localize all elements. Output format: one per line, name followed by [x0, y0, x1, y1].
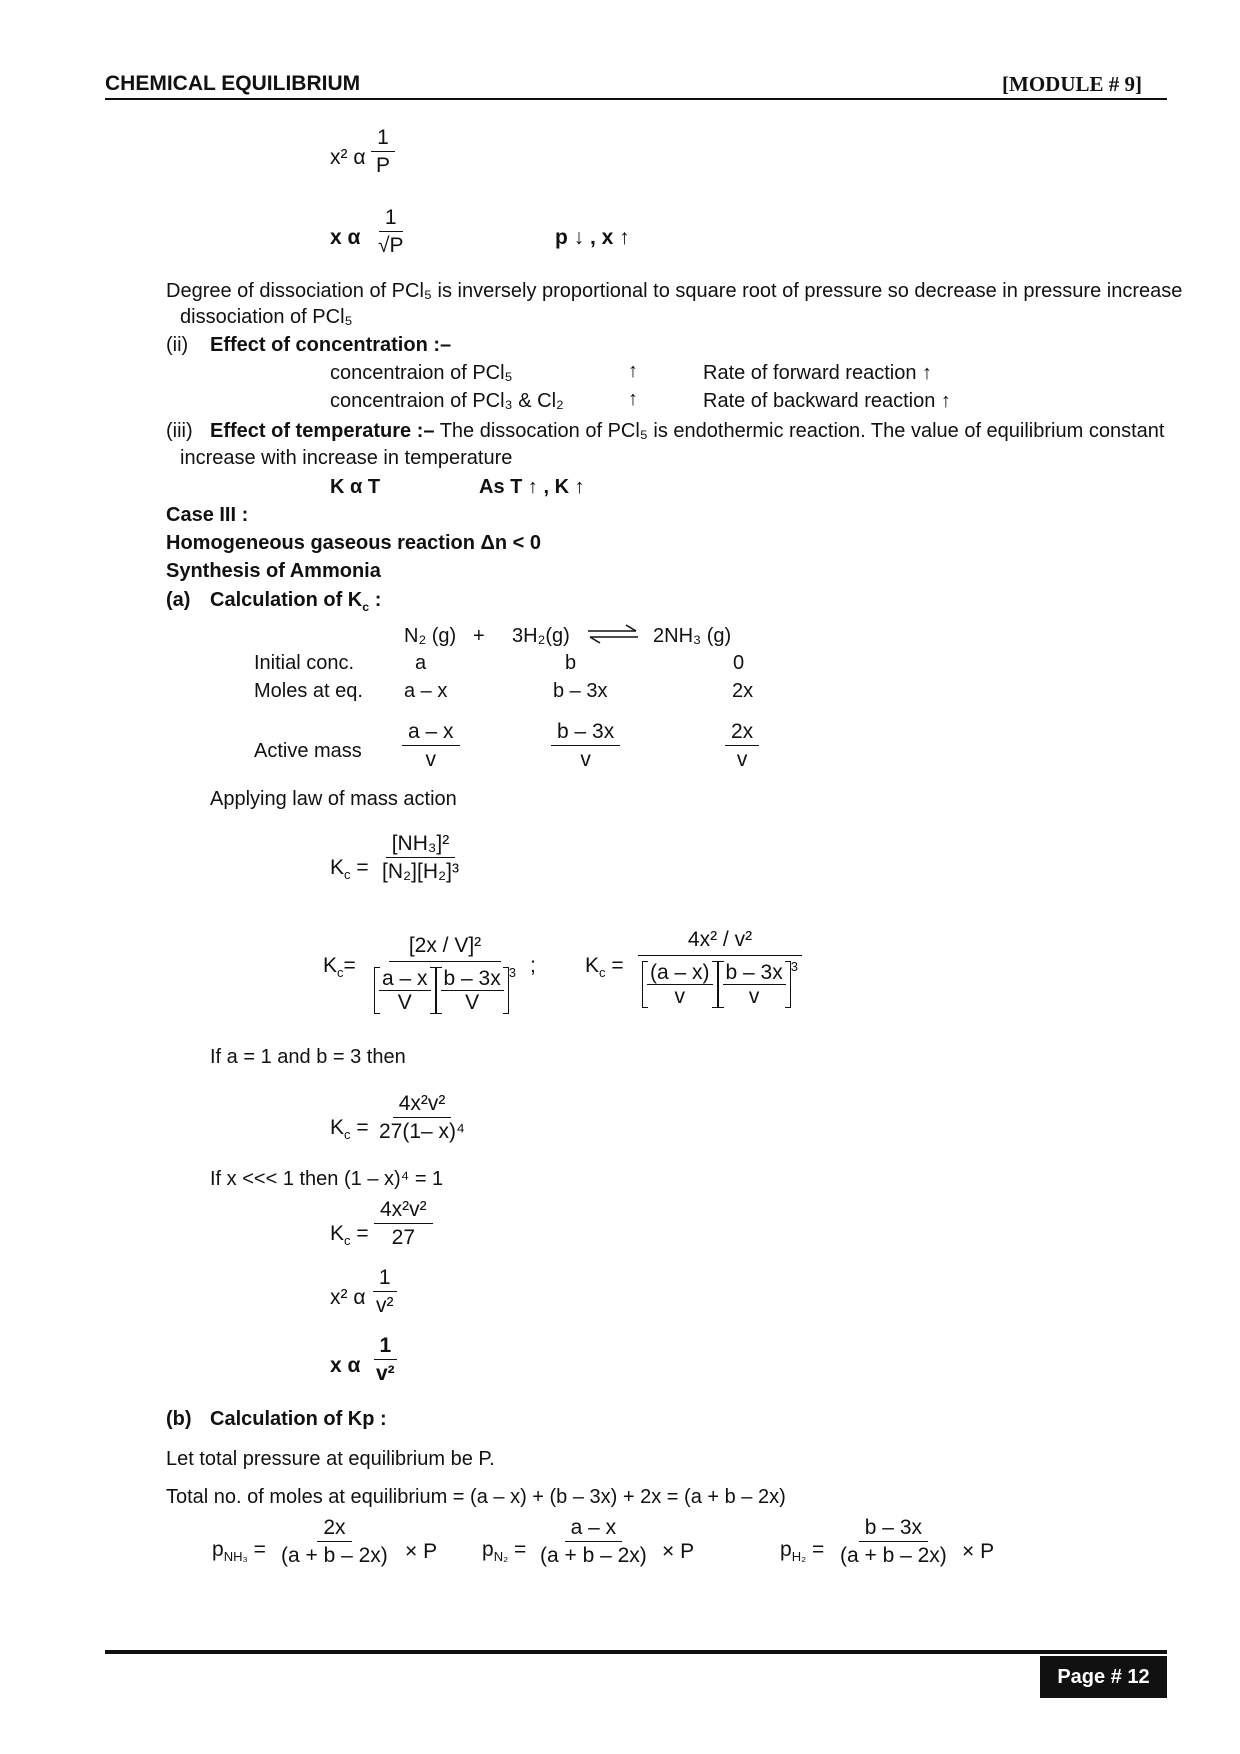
equilibrium-arrow-icon — [586, 622, 640, 646]
case-heading: Case III : — [166, 504, 249, 526]
kc1-num: [NH₃]² — [386, 832, 456, 858]
active-h2 — [551, 720, 620, 771]
active-n2-den: v — [425, 748, 437, 772]
kc3-d1-den: v — [674, 985, 685, 1009]
footer-rule — [105, 1650, 1167, 1654]
kc3-d1-num: (a – x) — [647, 961, 713, 985]
pnh3-p: p — [212, 1538, 224, 1561]
active-nh3-den: v — [736, 748, 748, 772]
kc4-fraction — [373, 1092, 471, 1143]
pn2-tail: × P — [662, 1540, 695, 1563]
eq2-den: √P — [378, 234, 404, 258]
sec3-text: The dissocation of PCl₅ is endothermic reaction. The value of equilibrium constant — [434, 420, 1165, 442]
kc1-eq: = — [356, 856, 369, 879]
conc-row2-left: concentraion of PCl₃ & Cl₂ — [330, 390, 564, 412]
initial-b: b — [565, 652, 577, 674]
pnh3-num: 2x — [317, 1516, 351, 1542]
secA-title: Calculation of K — [210, 589, 363, 611]
ph2-sub: H₂ — [791, 1549, 807, 1565]
kc4-lhs: $K_c$ = — [330, 1116, 369, 1143]
kc1-fraction — [376, 832, 465, 883]
sec3-num: (iii) — [166, 420, 193, 442]
ph2-num: b – 3x — [859, 1516, 928, 1542]
pnh3-sub: NH₃ — [223, 1549, 248, 1565]
kc2-d2-den: V — [465, 991, 480, 1015]
ph2-lhs: $p_{H_2}$ = — [780, 1538, 825, 1565]
eq-h2: b – 3x — [553, 680, 608, 702]
eq2-num: 1 — [379, 206, 403, 232]
eq1-num: 1 — [371, 126, 395, 152]
pn2-sub: N₂ — [493, 1549, 509, 1565]
kt-right: As T ↑ , K ↑ — [479, 476, 585, 498]
eq1-lhs: x² α — [330, 146, 366, 169]
kc5-fraction — [374, 1198, 433, 1249]
synth-heading: Synthesis of Ammonia — [166, 560, 381, 582]
active-label: Active mass — [254, 740, 362, 762]
eq1-fraction — [370, 126, 396, 177]
eq-label: Moles at eq. — [254, 680, 363, 702]
eq-nh3: 2x — [732, 680, 754, 702]
eq2-note: p ↓ , x ↑ — [555, 226, 630, 249]
reactant-n2: N₂ (g) — [404, 625, 457, 647]
kt-left: K α T — [330, 476, 381, 498]
page-number: Page # 12 — [1040, 1656, 1167, 1698]
kc2-fraction — [368, 934, 522, 1014]
pn2-p: p — [482, 1538, 494, 1561]
sec3-text2: increase with increase in temperature — [180, 447, 513, 469]
kc2-d1-den: V — [397, 991, 412, 1015]
letp-text: Let total pressure at equilibrium be P. — [166, 1448, 495, 1470]
sec3-line — [210, 420, 1164, 443]
secB-num: (b) — [166, 1408, 192, 1430]
conc-row1-arrow: ↑ — [628, 360, 638, 382]
kc3-den: $\frac{(a - x)}{v}$ $\frac{b - 3x}{v}$ $^3$ — [636, 956, 804, 1008]
ph2-fraction — [834, 1516, 953, 1567]
sec2-num: (ii) — [166, 334, 189, 356]
para1-line2: dissociation of PCl₅ — [180, 306, 353, 328]
kc5-lhs: $K_c$ = — [330, 1222, 369, 1249]
kc3-lhs: $K_c$ = — [585, 954, 624, 981]
law-text: Applying law of mass action — [210, 788, 457, 810]
kc5-num: 4x²v² — [374, 1198, 433, 1224]
ph2-tail: × P — [962, 1540, 995, 1563]
active-n2 — [402, 720, 460, 771]
eq6-fraction — [370, 1266, 400, 1317]
kc2-bracket2 — [436, 967, 509, 1014]
kc3-d2-num: b – 3x — [723, 961, 786, 985]
secB-title: Calculation of Kp : — [210, 1408, 387, 1430]
eq2-fraction — [372, 206, 410, 257]
header-rule — [105, 98, 1167, 100]
conc-row1-right: Rate of forward reaction ↑ — [703, 362, 932, 384]
kc4-num: 4x²v² — [393, 1092, 452, 1118]
homog-heading: Homogeneous gaseous reaction Δn < 0 — [166, 532, 542, 554]
secA-colon: : — [369, 589, 382, 611]
eq1-den: P — [376, 154, 391, 178]
eq6-lhs: x² α — [330, 1286, 366, 1309]
kc1-k: K — [330, 856, 345, 879]
eq-n2: a – x — [404, 680, 448, 702]
eq6-num: 1 — [373, 1266, 397, 1292]
kc4-den: 27(1– x)⁴ — [379, 1120, 466, 1144]
conc-row1-left: concentraion of PCl₅ — [330, 362, 513, 384]
eq7-num: 1 — [374, 1334, 398, 1360]
pnh3-tail: × P — [405, 1540, 438, 1563]
active-h2-den: v — [580, 748, 591, 772]
pn2-lhs: $p_{N_2}$ = — [482, 1538, 527, 1565]
ifab-text: If a = 1 and b = 3 then — [210, 1046, 406, 1068]
eq2-lhs: x α — [330, 226, 361, 249]
kc3-d2-den: v — [748, 985, 760, 1009]
kc2-den: $\frac{a - x}{V}$ $\frac{b - 3x}{V}$ $^3$ — [368, 962, 522, 1014]
eq6-den: v² — [376, 1294, 394, 1318]
pn2-fraction — [534, 1516, 653, 1567]
reactant-h2: 3H₂(g) — [512, 625, 570, 647]
initial-0: 0 — [733, 652, 745, 674]
pnh3-den: (a + b – 2x) — [281, 1544, 388, 1568]
kc2-d1-num: a – x — [379, 967, 431, 991]
eq7-fraction — [370, 1334, 401, 1385]
ph2-p: p — [780, 1538, 792, 1561]
ifx-text: If x <<< 1 then (1 – x)⁴ = 1 — [210, 1168, 444, 1190]
secA-title-line — [210, 589, 381, 614]
kc1-sub: c — [344, 867, 351, 883]
kc1-den: [N₂][H₂]³ — [382, 860, 459, 884]
active-n2-num: a – x — [402, 720, 460, 746]
header-module: [MODULE # 9] — [1002, 72, 1142, 96]
kc5-den: 27 — [391, 1226, 416, 1250]
ph2-den: (a + b – 2x) — [840, 1544, 947, 1568]
active-nh3 — [725, 720, 759, 771]
kc2-bracket1 — [374, 967, 436, 1014]
eq7-den: v² — [376, 1362, 395, 1386]
kc1-lhs — [330, 856, 369, 882]
header-title: CHEMICAL EQUILIBRIUM — [105, 72, 361, 95]
product-nh3: 2NH₃ (g) — [653, 625, 732, 647]
kc3-bracket1 — [642, 961, 718, 1008]
kc2-semicolon: ; — [530, 954, 536, 977]
kc2-num: [2x / V]² — [389, 934, 501, 962]
kc2-lhs: $K_c=$ — [323, 954, 356, 981]
para1-line1: Degree of dissociation of PCl₅ is inversely proportional to square root of pressure so decrease in pressure increase — [166, 280, 1183, 302]
pn2-den: (a + b – 2x) — [540, 1544, 647, 1568]
totmoles-text: Total no. of moles at equilibrium = (a – x) + (b – 3x) + 2x = (a + b – 2x) — [166, 1486, 786, 1508]
sec2-title: Effect of concentration :– — [210, 334, 452, 356]
initial-label: Initial conc. — [254, 652, 355, 674]
reaction-plus: + — [473, 625, 485, 647]
secA-num: (a) — [166, 589, 191, 611]
active-nh3-num: 2x — [725, 720, 759, 746]
conc-row2-arrow: ↑ — [628, 388, 638, 410]
eq7-lhs: x α — [330, 1354, 361, 1377]
pnh3-fraction — [275, 1516, 394, 1567]
active-h2-num: b – 3x — [551, 720, 620, 746]
sec3-title: Effect of temperature :– — [210, 420, 435, 442]
pn2-num: a – x — [565, 1516, 623, 1542]
conc-row2-right: Rate of backward reaction ↑ — [703, 390, 951, 412]
kc2-d2-num: b – 3x — [441, 967, 504, 991]
kc3-bracket2 — [718, 961, 791, 1008]
secA-sub: c — [362, 600, 370, 614]
pnh3-lhs: $p_{NH_3}$ = — [212, 1538, 266, 1565]
kc3-num: 4x² / v² — [638, 928, 802, 956]
initial-a: a — [415, 652, 427, 674]
kc3-fraction — [636, 928, 804, 1008]
